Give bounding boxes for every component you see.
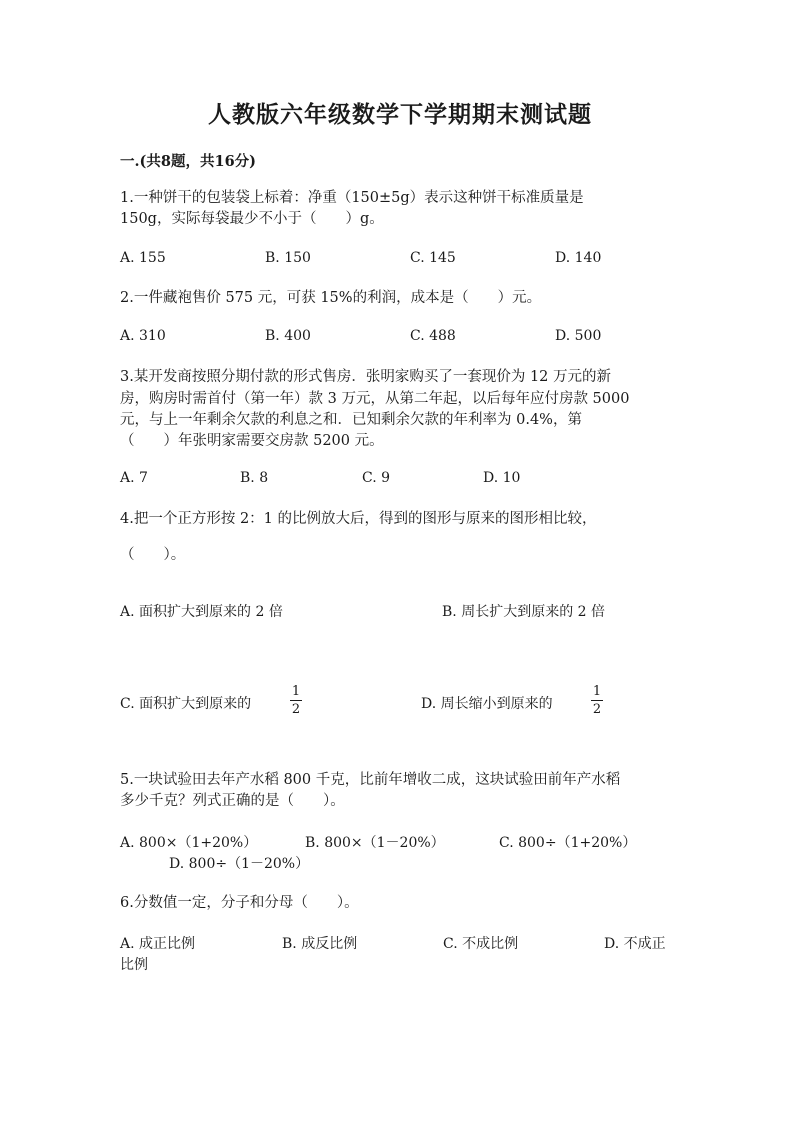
fraction-numerator: 1	[592, 684, 602, 699]
question-1-option-c[interactable]: C. 145	[410, 250, 456, 266]
question-5-option-c[interactable]: C. 800÷（1+20%）	[499, 835, 637, 851]
question-5-line-1: 5.一块试验田去年产水稻 800 千克，比前年增收二成，这块试验田前年产水稻	[120, 772, 621, 788]
question-4-option-b[interactable]: B. 周长扩大到原来的 2 倍	[442, 604, 605, 620]
question-5-line-2: 多少千克？列式正确的是（ ）。	[120, 793, 345, 809]
question-4-option-c[interactable]: C. 面积扩大到原来的	[120, 696, 252, 712]
fraction-bar	[290, 700, 302, 701]
question-6-line-1: 6.分数值一定，分子和分母（ ）。	[120, 895, 359, 911]
question-5-option-b[interactable]: B. 800×（1－20%）	[305, 835, 445, 851]
question-2-option-b[interactable]: B. 400	[265, 328, 311, 344]
question-6-option-c[interactable]: C. 不成比例	[443, 936, 519, 952]
question-1-option-d[interactable]: D. 140	[555, 250, 602, 266]
question-1-option-b[interactable]: B. 150	[265, 250, 311, 266]
question-1-option-a[interactable]: A. 155	[120, 250, 166, 266]
fraction-bar	[591, 700, 603, 701]
question-1-line-2: 150g，实际每袋最少不小于（ ）g。	[120, 211, 384, 227]
question-6-option-d[interactable]: D. 不成正	[604, 936, 666, 952]
fraction-numerator: 1	[291, 684, 301, 699]
question-2-line-1: 2.一件藏袍售价 575 元，可获 15%的利润，成本是（ ）元。	[120, 290, 542, 306]
question-3-option-b[interactable]: B. 8	[240, 470, 269, 486]
question-4-line-1: 4.把一个正方形按 2：1 的比例放大后，得到的图形与原来的图形相比较，	[120, 511, 597, 527]
question-3-option-a[interactable]: A. 7	[120, 470, 148, 486]
question-2-option-a[interactable]: A. 310	[120, 328, 166, 344]
question-3-line-2: 房，购房时需首付（第一年）款 3 万元，从第二年起，以后每年应付房款 5000	[120, 391, 630, 407]
question-3-option-c[interactable]: C. 9	[362, 470, 391, 486]
question-3-line-3: 元，与上一年剩余欠款的利息之和．已知剩余欠款的年利率为 0.4%，第	[120, 412, 582, 428]
question-4-option-c-fraction	[289, 684, 303, 717]
section-heading: 一.(共8题，共16分)	[120, 153, 257, 170]
fraction-denominator: 2	[592, 702, 602, 717]
question-3-line-1: 3.某开发商按照分期付款的形式售房．张明家购买了一套现价为 12 万元的新	[120, 369, 612, 385]
question-6-option-a[interactable]: A. 成正比例	[120, 936, 196, 952]
question-6-option-b[interactable]: B. 成反比例	[282, 936, 358, 952]
fraction-denominator: 2	[291, 702, 301, 717]
question-4-option-d-fraction	[590, 684, 604, 717]
page-title: 人教版六年级数学下学期期末测试题	[208, 101, 592, 128]
question-2-option-d[interactable]: D. 500	[555, 328, 602, 344]
question-4-option-a[interactable]: A. 面积扩大到原来的 2 倍	[120, 604, 283, 620]
question-2-option-c[interactable]: C. 488	[410, 328, 456, 344]
question-3-line-4: （ ）年张明家需要交房款 5200 元。	[120, 433, 384, 449]
question-4-option-d[interactable]: D. 周长缩小到原来的	[421, 696, 553, 712]
question-1-line-1: 1.一种饼干的包装袋上标着：净重（150±5g）表示这种饼干标准质量是	[120, 190, 584, 206]
question-3-option-d[interactable]: D. 10	[483, 470, 521, 486]
question-4-line-2: （ ）。	[120, 547, 186, 563]
question-5-option-d[interactable]: D. 800÷（1－20%）	[169, 856, 310, 872]
question-6-option-d-wrap: 比例	[120, 957, 148, 973]
question-5-option-a[interactable]: A. 800×（1+20%）	[120, 835, 258, 851]
